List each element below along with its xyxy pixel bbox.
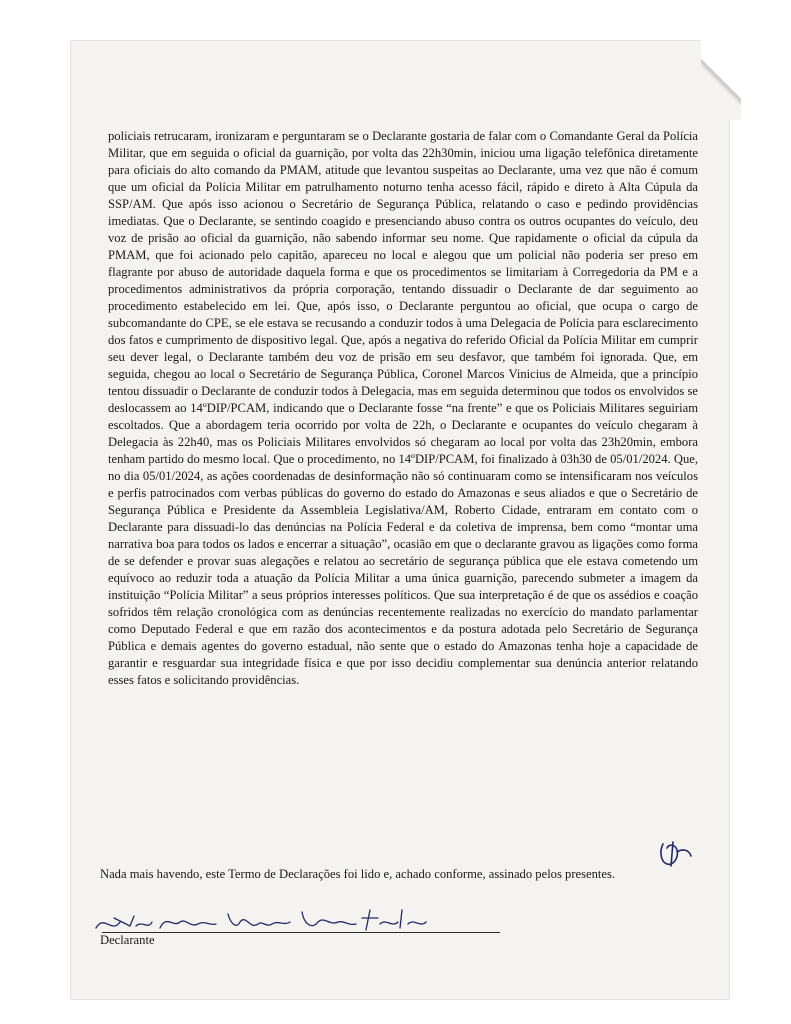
signature-label: Declarante — [100, 933, 155, 947]
folded-corner — [701, 40, 741, 120]
signature-line — [102, 932, 500, 933]
declaration-body: policiais retrucaram, ironizaram e perguntaram se o Declarante gostaria de falar com o Comandante Geral da Polícia Militar, que em seguida o oficial da guarnição, por volta das 22h30min, iniciou uma ligação telefônica diretamente para oficiais do alto comando da PMAM, atitude que levantou suspeitas ao Declarante, uma vez que não é comum que um oficial da Polícia Militar em patrulhamento noturno tenha acesso fácil, rápido e direto à Alta Cúpula da SSP/AM. Que após isso acionou o Secretário de Segurança Pública, relatando o caso e pedindo providências imediatas. Que o Declarante, se sentindo coagido e presenciando abuso contra os outros ocupantes do veículo, deu voz de prisão ao oficial da guarnição, não sabendo informar seu nome. Que rapidamente o oficial da cúpula da PMAM, que foi acionado pelo capitão, apareceu no local e alegou que um policial não poderia ser preso em flagrante por abuso de autoridade daquela forma e que os procedimentos se limitariam à Corregedoria da PM e a procedimentos administrativos da própria corporação, tentando dissuadir o Declarante de dar seguimento ao procedimento estabelecido em lei. Que, após isso, o Declarante perguntou ao oficial, que ocupa o cargo de subcomandante do CPE, se ele estava se recusando a conduzir todos à uma Delegacia de Polícia para esclarecimento dos fatos e cumprimento de dispositivo legal. Que, após a negativa do referido Oficial da Polícia Militar em cumprir seu dever legal, o Declarante também deu voz de prisão em seu desfavor, que também foi ignorada. Que, em seguida, chegou ao local o Secretário de Segurança Pública, Coronel Marcos Vinicius de Almeida, que a princípio tentou dissuadir o Declarante de conduzir todos à Delegacia, mas em seguida determinou que todos os envolvidos se deslocassem ao 14ºDIP/PCAM, indicando que o Declarante fosse “na frente” e que os Policiais Militares seguiriam escoltados. Que a abordagem teria ocorrido por volta de 22h, o Declarante e ocupantes do veículo chegaram à Delegacia às 22h40, mas os Policiais Militares envolvidos só chegaram ao local por volta das 23h20min, embora tenham partido do mesmo local. Que o procedimento, no 14ºDIP/PCAM, foi finalizado à 03h30 de 05/01/2024. Que, no dia 05/01/2024, as ações coordenadas de desinformação não só continuaram como se intensificaram nos veículos e perfis patrocinados com verbas públicas do governo do estado do Amazonas e seus aliados e que o Secretário de Segurança Pública e Presidente da Assembleia Legislativa/AM, Roberto Cidade, entraram em contato com o Declarante para dissuadi-lo das denúncias na Polícia Federal e da coletiva de imprensa, bem como “montar uma narrativa boa para todos os lados e encerrar a situação”, ocasião em que o declarante gravou as ligações como forma de se defender e provar suas alegações e relatou ao secretário de segurança pública que ele estava cometendo um equívoco ao reduzir toda a atuação da Polícia Militar a uma única guarnição, parecendo submeter a imagem da instituição “Polícia Militar” a seus próprios interesses políticos. Que sua interpretação é de que os assédios e coação sofridos têm relação cronológica com as denúncias recentemente realizadas no exercício do mandato parlamentar como Deputado Federal e que em razão dos acontecimentos e da postura adotada pelo Secretário de Segurança Pública e demais agentes do governo estadual, não sente que o estado do Amazonas tenha hoje a capacidade de garantir e resguardar sua integridade física e que por isso decidiu complementar sua denúncia anterior relatando esses fatos e solicitando providências. — [108, 129, 698, 687]
closing-statement: Nada mais havendo, este Termo de Declarações foi lido e, achado conforme, assinado pelos presentes. — [100, 867, 616, 881]
signature-block — [90, 900, 510, 960]
